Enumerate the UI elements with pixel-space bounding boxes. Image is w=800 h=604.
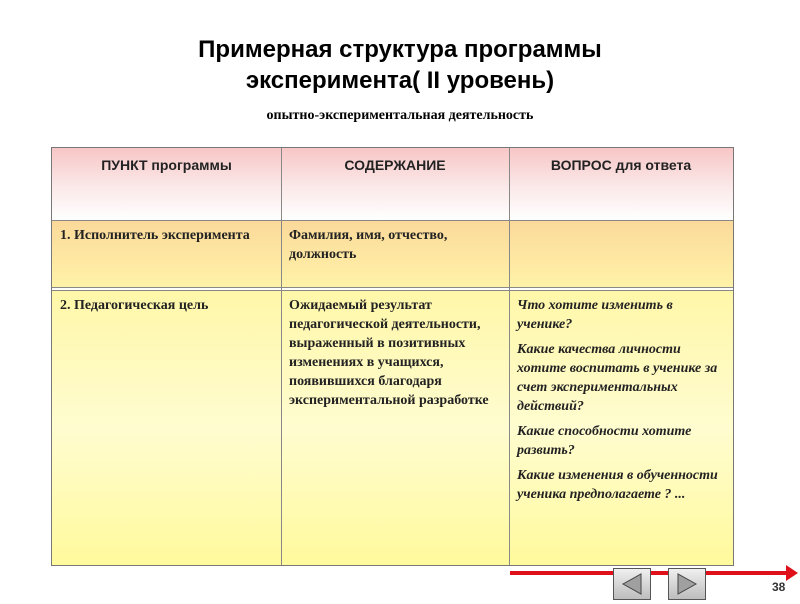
row2-content: Ожидаемый результат педагогической деятельности, выраженный в позитивных изменениях в учащихся, появившихся благодаря экспериментальной разработке (281, 290, 509, 565)
slide-title-line2: эксперимента( II уровень) (245, 67, 555, 94)
row-divider (52, 290, 733, 291)
row-divider (52, 220, 733, 221)
row1-question (509, 220, 733, 287)
prev-slide-button[interactable] (613, 568, 651, 600)
question-4: Какие изменения в обученности ученика предполагаете ? ... (517, 468, 718, 502)
triangle-right-icon (669, 569, 705, 599)
red-arrow-icon (786, 565, 798, 581)
column-divider (509, 148, 510, 565)
row1-item: 1. Исполнитель эксперимента (52, 220, 281, 287)
question-1: Что хотите изменить в ученике? (517, 298, 673, 332)
row-divider (52, 287, 733, 288)
program-structure-table (51, 147, 734, 566)
column-divider (281, 148, 282, 565)
row2-item: 2. Педагогическая цель (52, 290, 281, 565)
next-slide-button[interactable] (668, 568, 706, 600)
row1-content: Фамилия, имя, отчество, должность (281, 220, 509, 287)
triangle-left-icon (614, 569, 650, 599)
question-2: Какие качества личности хотите воспитать в ученике за счет экспериментальных действий? (517, 342, 718, 414)
header-content: СОДЕРЖАНИЕ (281, 148, 509, 220)
question-3: Какие способности хотите развить? (517, 424, 692, 458)
header-item: ПУНКТ программы (52, 148, 281, 220)
page-number: 38 (772, 580, 786, 594)
slide-subtitle: опытно-экспериментальная деятельность (266, 108, 534, 123)
slide-title-line1: Примерная структура программы (198, 36, 602, 63)
header-question: ВОПРОС для ответа (509, 148, 733, 220)
row2-questions (509, 290, 733, 565)
slide-title (0, 34, 800, 96)
